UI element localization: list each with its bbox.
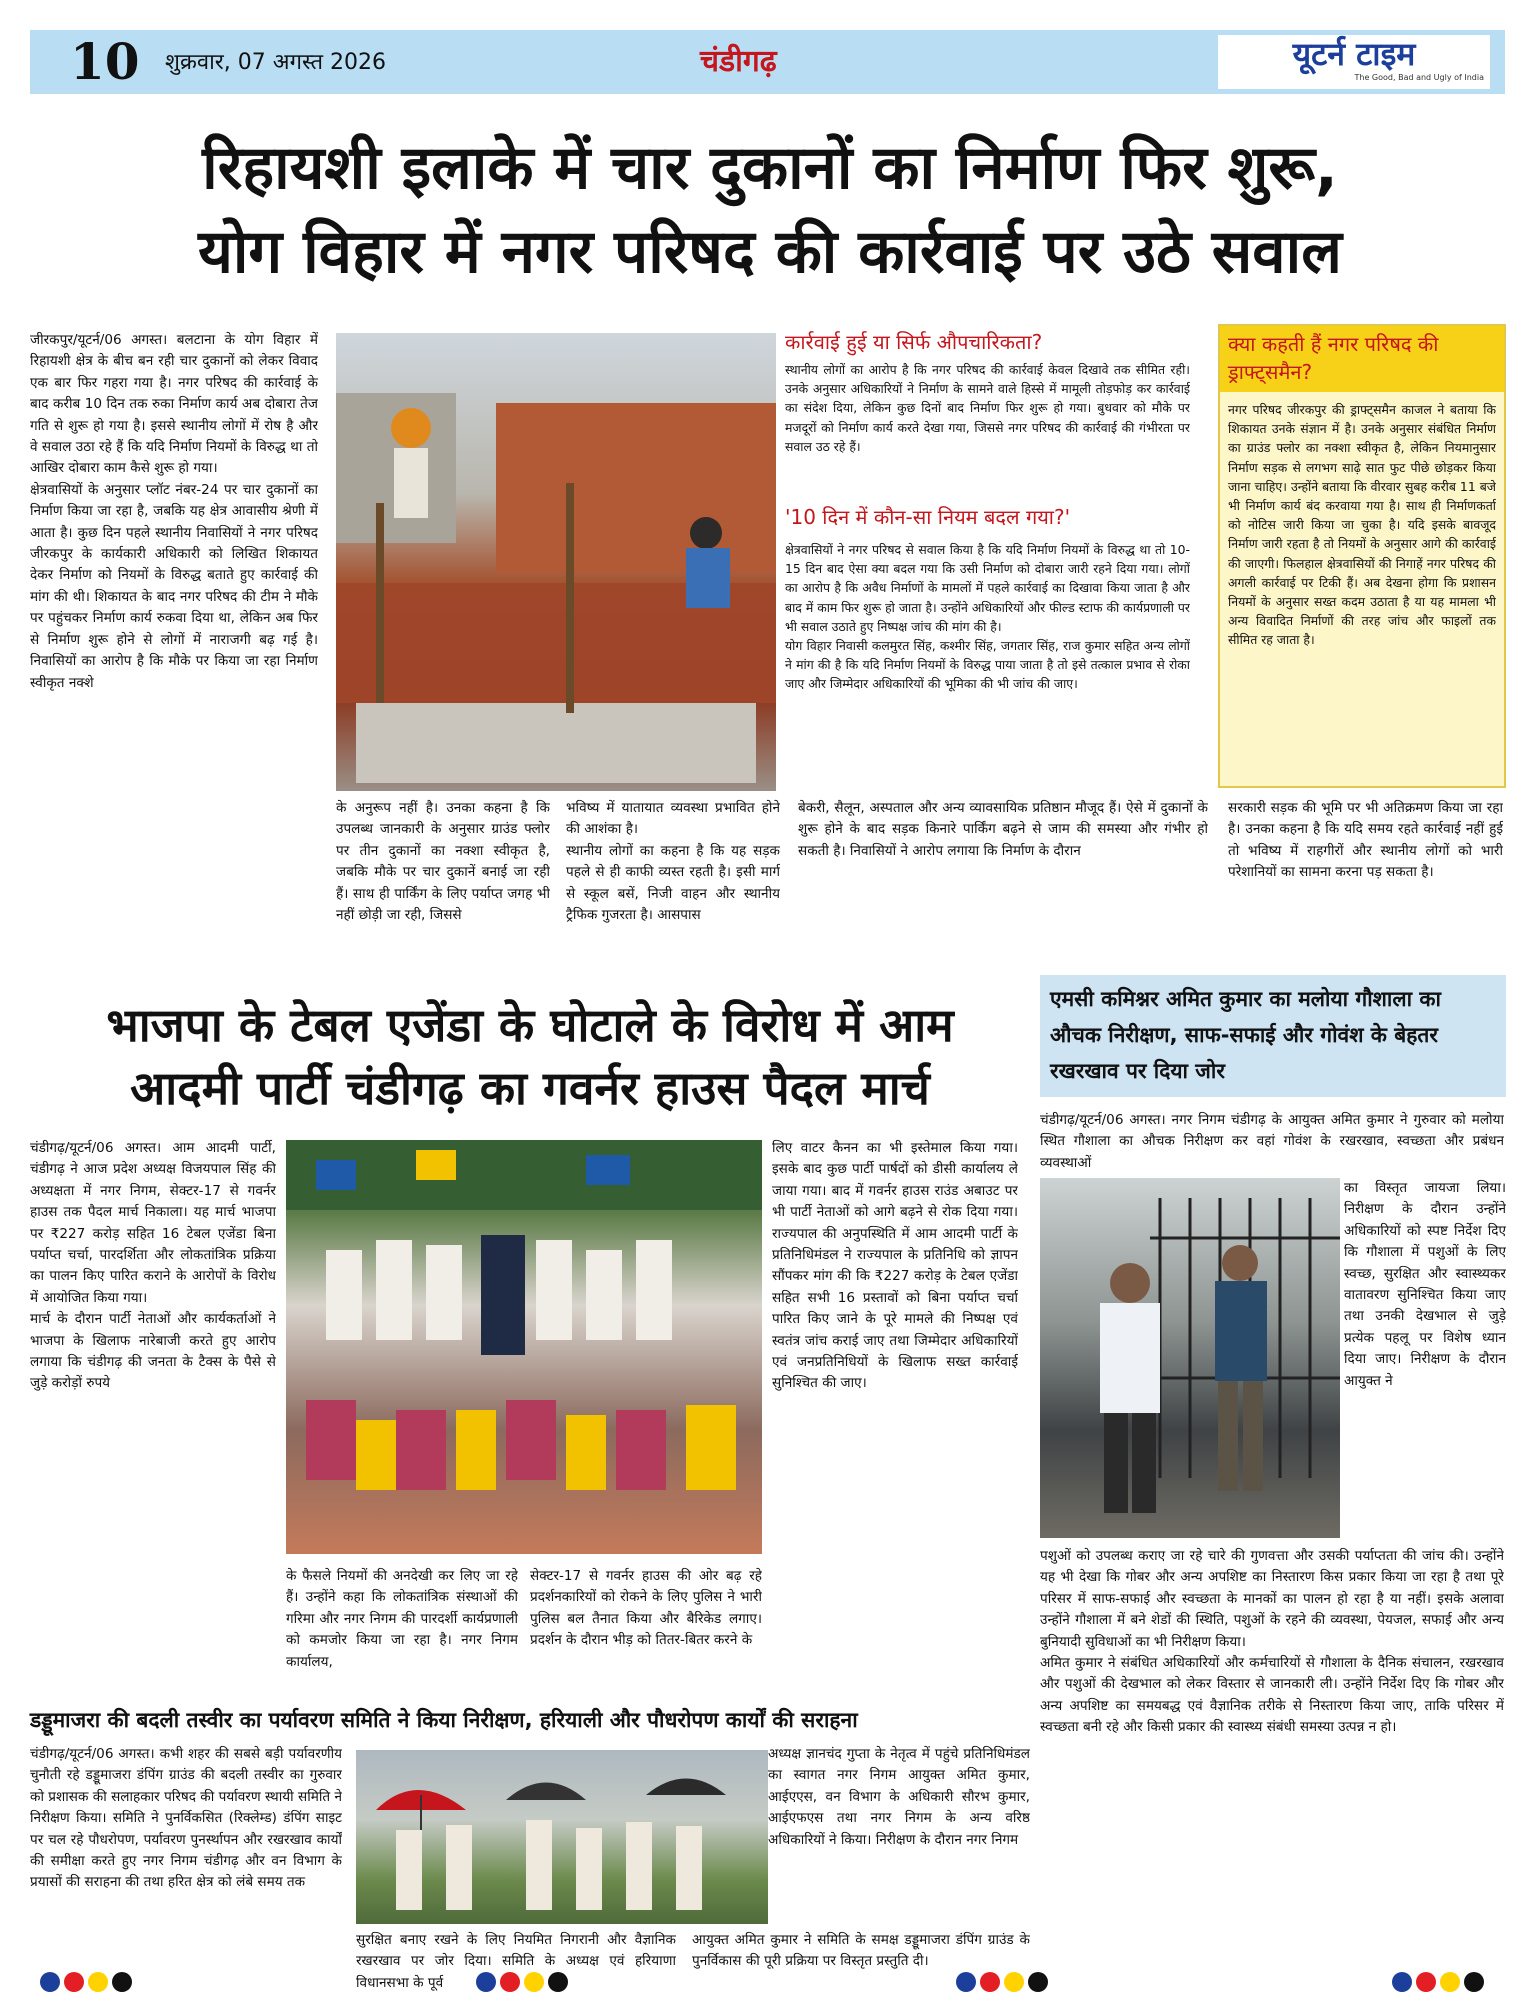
story3-headline-box (1040, 975, 1506, 1097)
story4-column-2: सुरक्षित बनाए रखने के लिए नियमित निगरानी और वैज्ञानिक रखरखाव पर जोर दिया। समिति के अध्यक्ष एवं हरियाणा विधानसभा के पूर्व (356, 1932, 676, 1991)
section-name: चंडीगढ़ (700, 44, 777, 79)
color-dot (1028, 1972, 1048, 1992)
story4-column-1: चंडीगढ़/यूटर्न/06 अगस्त। कभी शहर की सबसे बड़ी पर्यावरणीय चुनौती रहे डड्डूमाजरा डंपिंग ग्राउंड की बदली तस्वीर का गुरुवार को प्रशासक की सलाहकार परिषद की पर्यावरण स्थायी समिति ने निरीक्षण किया। समिति ने पुनर्विकसित (रिक्लेम्ड) डंपिंग साइट पर चल रहे पौधरोपण, पर्यावरण पुनर्स्थापन और रखरखाव कार्यों की समीक्षा करते हुए नगर निगम चंडीगढ़ और वन विभाग के प्रयासों की सराहना की तथा हरित क्षेत्र को लंबे समय तक (30, 1746, 342, 1891)
story3-headline: एमसी कमिश्नर अमित कुमार का मलोया गौशाला का औचक निरीक्षण, साफ-सफाई और गोवंश के बेहतर रखरखाव पर दिया जोर (1050, 987, 1441, 1083)
color-dot (1464, 1972, 1484, 1992)
page-number: 10 (70, 32, 140, 91)
story4-headline: डड्डूमाजरा की बदली तस्वीर का पर्यावरण समिति ने किया निरीक्षण, हरियाली और पौधरोपण कार्यों की सराहना (30, 1708, 858, 1732)
story1-column-3: भविष्य में यातायात व्यवस्था प्रभावित होने की आशंका है। स्थानीय लोगों का कहना है कि यह सड़क पहले से ही काफी व्यस्त रहती है। इसी मार्ग से स्कूल बसें, निजी वाहन और स्थानीय ट्रैफिक गुजरता है। आसपास (566, 800, 780, 924)
footer-color-dots-far-right (1392, 1972, 1488, 1996)
story1-column-4: बेकरी, सैलून, अस्पताल और अन्य व्यावसायिक प्रतिष्ठान मौजूद हैं। ऐसे में दुकानों के शुरू होने के बाद सड़क किनारे पार्किंग बढ़ने से जाम की समस्या और गंभीर हो सकती है। निवासियों ने आरोप लगाया कि निर्माण के दौरान (798, 800, 1208, 859)
color-dot (1392, 1972, 1412, 1992)
color-dot (1440, 1972, 1460, 1992)
color-dot (64, 1972, 84, 1992)
color-dot (980, 1972, 1000, 1992)
footer-color-dots-right (956, 1972, 1052, 1996)
color-dot (1004, 1972, 1024, 1992)
color-dot (524, 1972, 544, 1992)
footer-color-dots-mid (476, 1972, 572, 1996)
construction-photo (336, 333, 776, 791)
story1-sub2-text: क्षेत्रवासियों ने नगर परिषद से सवाल किया है कि यदि निर्माण नियमों के विरुद्ध था तो 10-15 दिन बाद ऐसा क्या बदल गया कि उसी निर्माण को दोबारा जारी रहने दिया गया। लोगों का आरोप है कि अवैध निर्माणों के मामलों में पहले कार्रवाई का दिखावा किया जाता है और बाद में काम फिर शुरू हो जाता है। उन्होंने अधिकारियों और फील्ड स्टाफ की कार्यप्रणाली पर भी सवाल उठाते हुए निष्पक्ष जांच की मांग की है। योग विहार निवासी कलमुरत सिंह, कश्मीर सिंह, जगतार सिंह, राज कुमार सहित अन्य लोगों ने मांग की है कि यदि निर्माण नियमों के विरुद्ध पाया जाता है तो इसे तत्काल प्रभाव से रोका जाए और जिम्मेदार अधिकारियों की भूमिका की भी जांच की जाए। (785, 542, 1190, 692)
subhead-rule-changed: '10 दिन में कौन-सा नियम बदल गया?' (785, 505, 1071, 529)
story4-column-3b: आयुक्त अमित कुमार ने समिति के समक्ष डड्डूमाजरा डंपिंग ग्राउंड के पुनर्विकास की पूरी प्रक्रिया पर विस्तृत प्रस्तुति दी। (692, 1932, 1030, 1970)
story4-column-3: अध्यक्ष ज्ञानचंद गुप्ता के नेतृत्व में पहुंचे प्रतिनिधिमंडल का स्वागत नगर निगम आयुक्त अमित कुमार, आईएएस, वन विभाग के अधिकारी सौरभ कुमार, आईएफएस तथा नगर निगम के अन्य वरिष्ठ अधिकारियों ने किया। निरीक्षण के दौरान नगर निगम (768, 1746, 1030, 1848)
story1-column-1: जीरकपुर/यूटर्न/06 अगस्त। बलटाना के योग विहार में रिहायशी क्षेत्र के बीच बन रही चार दुकानों को लेकर विवाद एक बार फिर गहरा गया है। नगर परिषद की कार्रवाई के बाद करीब 10 दिन तक रुका निर्माण कार्य अब दोबारा तेज गति से शुरू हो गया है। इससे स्थानीय लोगों में रोष है और वे सवाल उठा रहे हैं कि यदि निर्माण नियमों के विरुद्ध था तो आखिर दोबारा काम कैसे शुरू हो गया। क्षेत्रवासियों के अनुसार प्लॉट नंबर-24 पर चार दुकानों का निर्माण किया जा रहा है, जबकि यह क्षेत्र आवासीय श्रेणी में आता है। कुछ दिन पहले स्थानीय निवासियों ने नगर परिषद जीरकपुर के कार्यकारी अधिकारी को लिखित शिकायत देकर निर्माण को नियमों के विरुद्ध बताते हुए कार्रवाई की मांग की थी। शिकायत के बाद नगर परिषद की टीम ने मौके पर पहुंचकर निर्माण कार्य रुकवा दिया था, लेकिन अब फिर से निर्माण शुरू होने से लोगों में नाराजगी बढ़ गई है। निवासियों का आरोप है कि मौके पर किया जा रहा निर्माण स्वीकृत नक्शे (30, 332, 318, 691)
story3-rest: पशुओं को उपलब्ध कराए जा रहे चारे की गुणवत्ता और उसकी पर्याप्तता की जांच की। उन्होंने यह भी देखा कि गोबर और अन्य अपशिष्ट का निस्तारण किस प्रकार किया जा रहा है तथा पूरे परिसर में साफ-सफाई और स्वच्छता के मानकों का पालन हो रहा है या नहीं। इसके अलावा उन्होंने गौशाला में बने शेडों की स्थिति, पशुओं के रहने की व्यवस्था, पेयजल, सफाई और अन्य बुनियादी सुविधाओं का भी निरीक्षण किया। अमित कुमार ने संबंधित अधिकारियों और कर्मचारियों से गौशाला के दैनिक संचालन, रखरखाव और पशुओं की देखभाल को लेकर विस्तार से जानकारी ली। उन्होंने निर्देश दिए कि गोबर और अन्य अपशिष्ट का समयबद्ध एवं वैज्ञानिक तरीके से निस्तारण किया जाए, ताकि परिसर में स्वच्छता बनी रहे और किसी प्रकार की स्वास्थ्य संबंधी समस्या उत्पन्न न हो। (1040, 1548, 1504, 1736)
story2-column-3: सेक्टर-17 से गवर्नर हाउस की ओर बढ़ रहे प्रदर्शनकारियों को रोकने के लिए पुलिस ने भारी पुलिस बल तैनात किया और बैरिकेड लगाए। प्रदर्शन के दौरान भीड़ को तितर-बितर करने के (530, 1568, 762, 1649)
protest-march-photo (286, 1140, 762, 1554)
newspaper-logo (1218, 35, 1490, 89)
logo-text: यूटर्न टाइम (1292, 35, 1416, 73)
footer-color-dots-left (40, 1972, 136, 1996)
draftsman-box-heading: क्या कहती हैं नगर परिषद की ड्राफ्ट्समैन? (1220, 326, 1504, 392)
story1-headline-line2: योग विहार में नगर परिषद की कार्रवाई पर उठे सवाल (198, 217, 1342, 287)
story2-column-2: के फैसले नियमों की अनदेखी कर लिए जा रहे हैं। उन्होंने कहा कि लोकतांत्रिक संस्थाओं की गरिमा और नगर निगम की पारदर्शी कार्यप्रणाली को कमजोर किया जा रहा है। नगर निगम कार्यालय, (286, 1568, 518, 1670)
story1-column-5: सरकारी सड़क की भूमि पर भी अतिक्रमण किया जा रहा है। उनका कहना है कि यदि समय रहते कार्रवाई नहीं हुई तो भविष्य में राहगीरों और स्थानीय लोगों को भारी परेशानियों का सामना करना पड़ सकता है। (1228, 800, 1503, 881)
color-dot (1416, 1972, 1436, 1992)
story2-column-4: लिए वाटर कैनन का भी इस्तेमाल किया गया। इसके बाद कुछ पार्टी पार्षदों को डीसी कार्यालय ले जाया गया। बाद में गवर्नर हाउस राउंड अबाउट पर भी पार्टी नेताओं को आगे बढ़ने से रोक दिया गया। राज्यपाल की अनुपस्थिति में आम आदमी पार्टी के प्रतिनिधिमंडल ने राज्यपाल के प्रतिनिधि को ज्ञापन सौंपकर मांग की कि ₹227 करोड़ के टेबल एजेंडा सहित सभी 16 प्रस्तावों को बिना पर्याप्त चर्चा पारित किए जाने के पूरे मामले की निष्पक्ष एवं स्वतंत्र जांच कराई जाए तथा जिम्मेदार अधिकारियों एवं जनप्रतिनिधियों के खिलाफ सख्त कार्रवाई सुनिश्चित की जाए। (772, 1140, 1018, 1392)
logo-tagline: The Good, Bad and Ugly of India (1354, 73, 1484, 82)
issue-date: शुक्रवार, 07 अगस्त 2026 (165, 50, 387, 75)
color-dot (548, 1972, 568, 1992)
story2-headline-line1: भाजपा के टेबल एजेंडा के घोटाले के विरोध में आम (106, 998, 954, 1052)
story3-intro: चंडीगढ़/यूटर्न/06 अगस्त। नगर निगम चंडीगढ़ के आयुक्त अमित कुमार ने गुरुवार को मलोया स्थित गौशाला का औचक निरीक्षण कर वहां गोवंश के रखरखाव, स्वच्छता और प्रबंधन व्यवस्थाओं (1040, 1112, 1504, 1171)
story2-column-1: चंडीगढ़/यूटर्न/06 अगस्त। आम आदमी पार्टी, चंडीगढ़ ने आज प्रदेश अध्यक्ष विजयपाल सिंह की अध्यक्षता में नगर निगम, सेक्टर-17 से गवर्नर हाउस तक पैदल मार्च निकाला। यह मार्च भाजपा पर ₹227 करोड़ सहित 16 टेबल एजेंडा बिना पर्याप्त चर्चा, पारदर्शिता और लोकतांत्रिक प्रक्रिया का पालन किए पारित कराने के आरोपों के विरोध में आयोजित किया गया। मार्च के दौरान पार्टी नेताओं और कार्यकर्ताओं ने भाजपा के खिलाफ नारेबाजी करते हुए आरोप लगाया कि चंडीगढ़ की जनता के टैक्स के पैसे से जुड़े करोड़ों रुपये (30, 1140, 276, 1392)
story2-headline-line2: आदमी पार्टी चंडीगढ़ का गवर्नर हाउस पैदल मार्च (130, 1061, 930, 1115)
story1-sub1-text: स्थानीय लोगों का आरोप है कि नगर परिषद की कार्रवाई केवल दिखावे तक सीमित रही। उनके अनुसार अधिकारियों ने निर्माण के सामने वाले हिस्से में मामूली तोड़फोड़ कर कार्रवाई का संदेश दिया, लेकिन कुछ दिनों बाद निर्माण फिर शुरू हो गया। बुधवार को मौके पर मजदूरों को निर्माण कार्य करते देखा गया, जिससे नगर परिषद की कार्रवाई की गंभीरता पर सवाल उठ रहे हैं। (785, 362, 1190, 454)
color-dot (500, 1972, 520, 1992)
color-dot (40, 1972, 60, 1992)
draftsman-box-text: नगर परिषद जीरकपुर की ड्राफ्ट्समैन काजल ने बताया कि शिकायत उनके संज्ञान में है। उनके अनुसार संबंधित निर्माण का ग्राउंड फ्लोर का नक्शा स्वीकृत है, लेकिन नियमानुसार निर्माण सड़क से लगभग साढ़े सात फुट पीछे छोड़कर किया जाना चाहिए। उन्होंने बताया कि वीरवार सुबह करीब 11 बजे भी निर्माण कार्य बंद करवाया गया है। साथ ही निर्माणकर्ता को नोटिस जारी किया जा चुका है। यदि इसके बावजूद निर्माण जारी रहता है तो नियमों के अनुसार आगे की कार्रवाई की जाएगी। फिलहाल क्षेत्रवासियों की निगाहें नगर परिषद की अगली कार्रवाई पर टिकी हैं। अब देखना होगा कि प्रशासन नियमों के अनुसार सख्त कदम उठाता है या यह मामला भी अन्य विवादित निर्माणों की तरह जांच और फाइलों तक सीमित रह जाता है। (1228, 402, 1496, 648)
story1-headline-line1: रिहायशी इलाके में चार दुकानों का निर्माण फिर शुरू, (202, 133, 1338, 203)
dumping-ground-inspection-photo (356, 1750, 768, 1924)
draftsman-box (1218, 324, 1506, 788)
color-dot (88, 1972, 108, 1992)
color-dot (112, 1972, 132, 1992)
color-dot (476, 1972, 496, 1992)
story1-column-2: के अनुरूप नहीं है। उनका कहना है कि उपलब्ध जानकारी के अनुसार ग्राउंड फ्लोर पर तीन दुकानों का नक्शा स्वीकृत है, जबकि मौके पर चार दुकानें बनाई जा रही हैं। साथ ही पार्किंग के लिए पर्याप्त जगह भी नहीं छोड़ी जा रही, जिससे (336, 800, 550, 924)
subhead-action-or-formality: कार्रवाई हुई या सिर्फ औपचारिकता? (785, 330, 1043, 354)
color-dot (956, 1972, 976, 1992)
story3-side-column: का विस्तृत जायजा लिया। निरीक्षण के दौरान उन्होंने अधिकारियों को स्पष्ट निर्देश दिए कि गौशाला में पशुओं के लिए स्वच्छ, सुरक्षित और स्वास्थ्यकर वातावरण सुनिश्चित किया जाए तथा उनकी देखभाल से जुड़े प्रत्येक पहलू पर विशेष ध्यान दिया जाए। निरीक्षण के दौरान आयुक्त ने (1344, 1180, 1506, 1389)
gaushala-inspection-photo (1040, 1178, 1340, 1538)
